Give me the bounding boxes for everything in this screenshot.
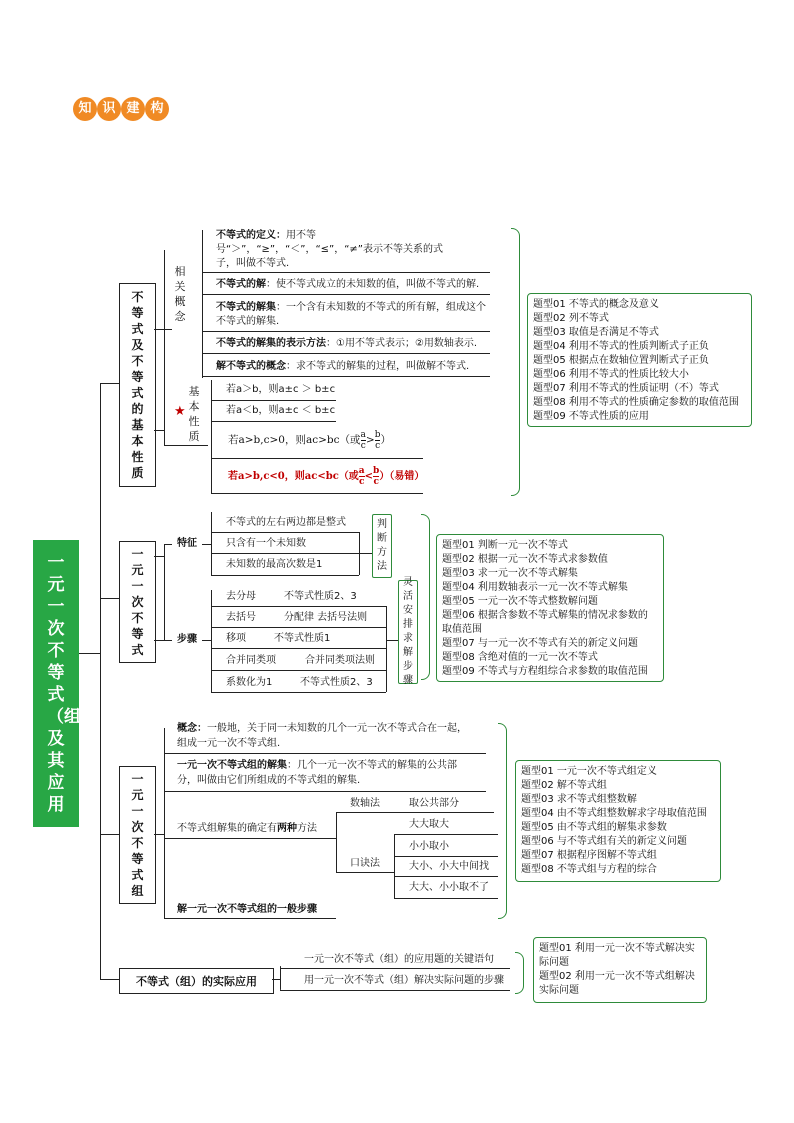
def-line1 [216,229,316,243]
types-list: 题型01 不等式的概念及意义 题型02 列不等式 题型03 取值是否满足不等式 题型04 利用不等式的性质判断式子正负 题型05 根据点在数轴位置判断式子正负 题型06 利用不等式的性质比较大小 题型07 利用不等式的性质证明（不）等式 题型08 利用不等式的性质确定参数的取值范围 题型09 不等式性质的应用 [533,299,739,422]
node-title: 不等式及不等式的基本性质 [131,290,144,480]
set-label: 不等式的解集 [216,302,276,313]
p4-end: ）（易错） [379,471,425,482]
method-line [177,822,317,836]
sol-label: 不等式的解 [216,279,266,290]
node-title: 一元一次不等式 [131,547,144,657]
lt-sign: < [364,471,374,482]
node-inequality-system [119,766,156,904]
gt-sign: > [365,434,375,446]
types-list: 题型01 判断一元一次不等式 题型02 根据一元一次不等式求参数值 题型03 求一元一次不等式解集 题型04 利用数轴表示一元一次不等式解集 题型05 一元一次不等式整数解问题 题型06 根据含参数不等式解集的情况求参数的 取值范围 题型07 与一元一次不等式有关的新定义问题 题型08 含绝对值的一元一次不等式 题型09 不等式与方程组综合求参数的取值范围 [442,540,648,677]
rule-4: 大大、小小取不了 [409,882,489,893]
numerator: a [358,466,365,476]
section-logo [73,97,169,123]
def-line3: 子，叫做不等式. [216,258,290,269]
types-list: 题型01 利用一元一次不等式解决实 际问题 题型02 利用一元一次不等式组解决 实际问题 [539,943,695,996]
rep-text: ：①用不等式表示；②用数轴表示. [326,338,478,349]
denominator: c [373,477,379,487]
property-2: 若a＜b，则a±c ＜ b±c [226,405,336,416]
representation-def [216,337,477,351]
root-title: 一元一次不等式（组）及其应用 [47,552,98,815]
denominator: c [360,440,366,451]
denominator: c [375,440,381,451]
sub-related-concepts: 相关概念 [174,265,186,323]
step-4-basis: 合并同类项法则 [305,655,375,666]
node-applications [119,968,274,994]
step-name: 去分母 [226,591,256,602]
judge-method-box [372,514,392,578]
step-1 [226,590,256,604]
sol-label: 一元一次不等式组的解集 [177,760,287,771]
star-icon: ★ [174,404,186,419]
app-keywords: 一元一次不等式（组）的应用题的关键语句 [304,954,494,965]
solve-def [216,360,469,374]
oral-method: 口诀法 [350,858,380,869]
feature-label: 特征 [177,538,197,549]
axis-result: 取公共部分 [409,798,459,809]
types-box-4 [533,937,707,1003]
system-solution-def [177,759,457,773]
system-steps: 解一元一次不等式组的一般步骤 [177,904,317,915]
solution-def [216,278,479,292]
rule-1: 大大取大 [409,819,449,830]
concept-text2: 组成一元一次不等式组. [177,738,281,749]
steps-label: 步骤 [177,634,197,645]
types-box-3 [515,760,721,882]
numerator: a [360,429,366,440]
numerator: b [373,466,380,476]
sub-basic-properties: 基本性质 [188,385,200,443]
logo-char: 识 [97,97,121,121]
p3-text: 若a>b,c>0，则ac>bc（或 [228,434,361,446]
solve-text: ：求不等式的解集的过程，叫做解不等式. [286,361,470,372]
set-text2: 不等式的解集. [216,316,280,327]
step-5: 系数化为1 [226,677,273,688]
node-title: 不等式（组）的实际应用 [136,975,257,988]
p3-end: ） [380,434,391,446]
step-4: 合并同类项 [226,655,276,666]
set-text1: ：一个含有未知数的不等式的所有解，组成这个 [276,302,486,313]
logo-char: 建 [121,97,145,121]
method-post: 方法 [297,823,317,834]
step-3: 移项 [226,633,246,644]
app-steps: 用一元一次不等式（组）解决实际问题的步骤 [304,975,504,986]
types-box-1 [527,293,752,427]
root-node [33,540,98,827]
axis-method: 数轴法 [350,798,380,809]
property-3 [228,429,391,451]
sol-text1: ：几个一元一次不等式的解集的公共部 [287,760,457,771]
method-bold: 两种 [277,823,297,834]
p4-text: 若a>b,c<0，则ac<bc（或 [228,471,359,482]
step-2: 去括号 [226,612,256,623]
sol-text: ：使不等式成立的未知数的值，叫做不等式的解. [266,279,480,290]
feature-3: 未知数的最高次数是1 [226,559,323,570]
feature-1: 不等式的左右两边都是整式 [226,517,346,528]
step-2-basis: 分配律 去括号法则 [284,612,368,623]
node-title: 一元一次不等式组 [131,772,144,898]
logo-char: 构 [145,97,169,121]
rule-2: 小小取小 [409,841,449,852]
node-inequality-properties [119,283,156,487]
denominator: c [358,477,365,487]
method-pre: 不等式组解集的确定有 [177,823,277,834]
judge-method: 判断方法 [377,519,387,572]
def-text1: 用不等 [286,230,316,241]
property-4 [228,466,424,488]
step-5-basis: 不等式性质2、3 [300,677,373,688]
def-line2: 号“＞”，“≥”，“＜”，“≤”，“≠”表示不等关系的式 [216,244,443,255]
node-linear-inequality [119,541,156,663]
solution-set-def [216,301,486,315]
solve-label: 解不等式的概念 [216,361,286,372]
def-label: 不等式的定义： [216,230,286,241]
rule-3: 大小、小大中间找 [409,861,489,872]
types-list: 题型01 一元一次不等式组定义 题型02 解不等式组 题型03 求不等式组整数解 题型04 由不等式组整数解求字母取值范围 题型05 由不等式组的解集求参数 题型06 与不等式组有关的新定义问题 题型07 根据程序图解不等式组 题型08 不等式组与方程的综合 [521,766,707,875]
concept-label: 概念： [177,723,207,734]
step-3-basis: 不等式性质1 [274,633,331,644]
concept-text1: 一般地，关于同一未知数的几个一元一次不等式合在一起， [207,723,467,734]
rep-label: 不等式的解集的表示方法 [216,338,326,349]
numerator: b [374,429,381,440]
sol-text2: 分，叫做由它们所组成的不等式组的解集. [177,775,361,786]
step-1-basis: 不等式性质2、3 [284,591,357,602]
property-1: 若a＞b，则a±c ＞ b±c [226,384,336,395]
types-box-2 [436,534,664,682]
system-concept [177,722,467,736]
feature-2: 只含有一个未知数 [226,538,306,549]
logo-char: 知 [73,97,97,121]
flexible-steps: 灵活安排求解步骤 [403,577,413,686]
flexible-steps-box [398,577,418,686]
